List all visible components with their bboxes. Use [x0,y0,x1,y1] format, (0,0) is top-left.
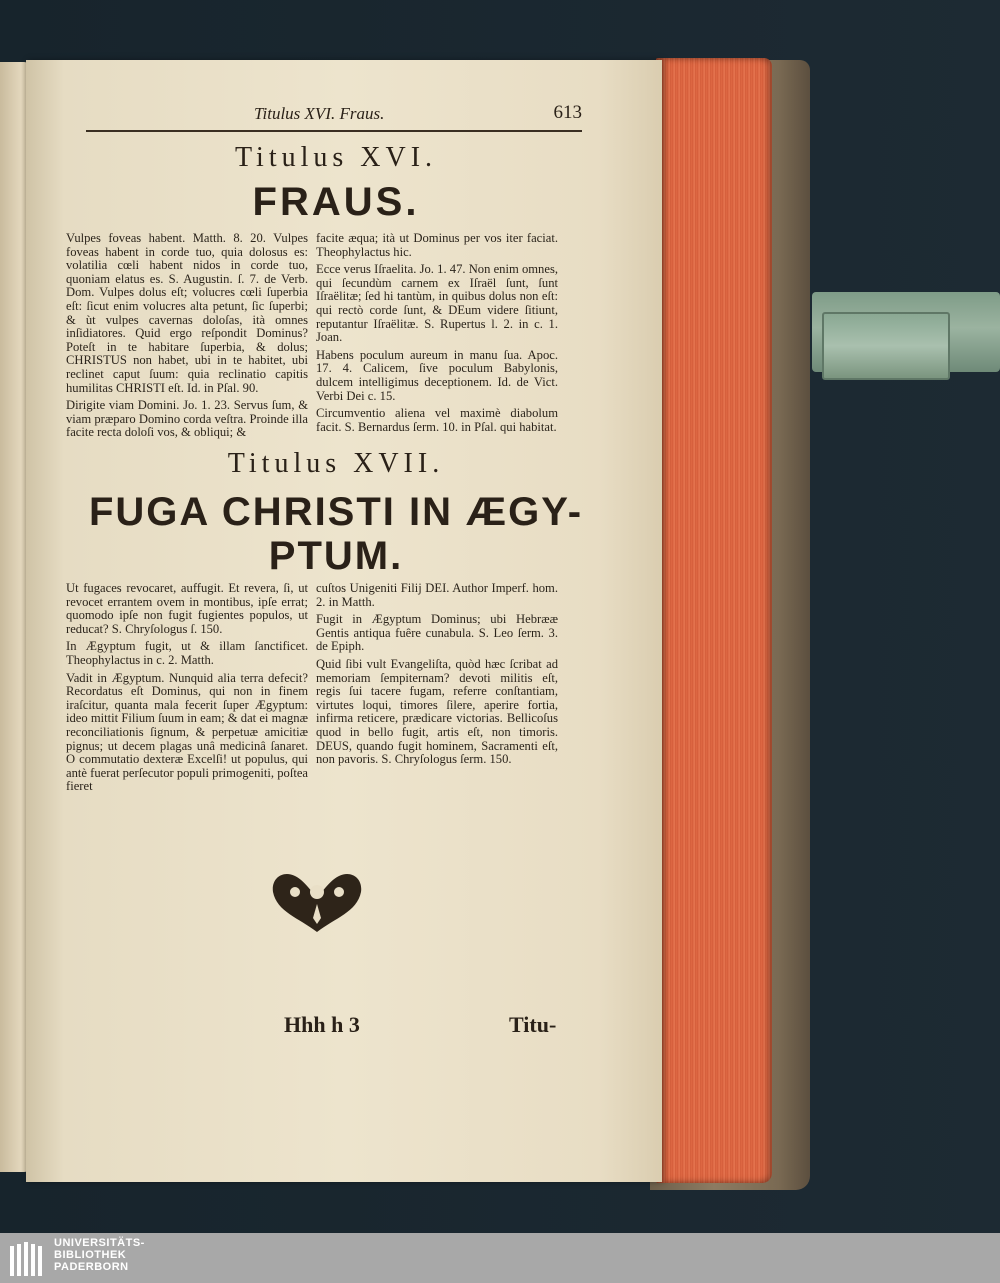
paragraph: Ecce verus Iſraelita. Jo. 1. 47. Non enim omnes, qui ſecundùm carnem ex Iſraël ſunt, ſunt Iſraëlitæ; ſed hi tantùm, in quibus dolus non eſt: qui rectò corde ſunt, & DEum videre ſitiunt, reputantur Iſraëlitæ. S. Rupertus l. 2. in c. 1. Joan. [316,262,558,345]
header-rule [86,130,582,132]
paragraph: Fugit in Ægyptum Dominus; ubi Hebrææ Gentis antiqua fuêre cunabula. S. Leo ſerm. 3. de Epiph. [316,612,558,654]
library-name-line-1: UNIVERSITÄTS- [54,1237,145,1249]
titulus-17-number: Titulus XVII. [227,448,445,479]
paragraph: Vadit in Ægyptum. Nunquid alia terra defecit? Recordatus eſt Dominus, qui non in finem iraſcitur, quanta mala fecerit ſuper Ægyptum: ideo mittit Filium ſuum in eam; & dat ei magnæ reconciliationis ſignum, & perpetuæ amicitiæ pignus; ut decem plagas unâ medicinâ ſanaret. O commutatio dexteræ Excelſi! ut populus, qui antè fuerat perſecutor populi primogeniti, poſtea fieret [66,670,308,794]
catchword: Titu- [509,1012,557,1037]
titulus-16-right-column [316,232,558,438]
paragraph: Circumventio aliena vel maximè diabolum facit. S. Bernardus ſerm. 10. in Pſal. qui habitat. [316,406,558,434]
paragraph: Vulpes foveas habent. Matth. 8. 20. Vulpes foveas habent in corde tuo, quia dolosus es: volatilia cœli habent nidos in corde tuo, quoniam elatus es. S. Augustin. ſ. 7. de Verb. Dom. Vulpes dolus eſt; volucres cœli ſuperbia eſt: ſicut enim volucres alta petunt, ſic ſuperbi; & ùt vulpes cavernas doloſas, ità omnes inſidiatores. Quid ergo reſpondit Dominus? Poteſt in te habitare ſuperbia, & dolus; CHRISTUS non habet, ubi in te habitet, ubi reclinet caput ſuum: quia reclinatio capitis humilitas CHRISTI eſt. Id. in Pſal. 90. [66,231,308,395]
paragraph: In Ægyptum fugit, ut & illam ſanctificet. Theophylactus in c. 2. Matth. [66,639,308,667]
titulus-17-title-line-1: FUGA CHRISTI IN ÆGY- [88,490,584,534]
printers-ornament-icon [269,868,365,934]
running-title: Titulus XVI. Fraus. [254,104,385,123]
book-page [26,60,662,1182]
library-logo-icon [8,1240,48,1278]
titulus-17-title [26,490,646,578]
running-header [86,104,582,130]
paragraph: Ut fugaces revocaret, auffugit. Et revera, ſi, ut revocet errantem ovem in montibus, ipſe errat; quomodo ipſe non fugit fugientes populos, ut reducat? S. Chryſologus ſ. 150. [66,581,308,636]
titulus-16-title: FRAUS. [252,180,420,224]
library-name-line-2: BIBLIOTHEK [54,1249,127,1261]
paragraph: Dirigite viam Domini. Jo. 1. 23. Servus ſum, & viam præparo Domino corda veſtra. Proinde illa facite recta doloſi vos, & obliqui; & [66,398,308,440]
clasp-plate [822,312,950,380]
paragraph: cuſtos Unigeniti Filij DEI. Author Imperf. hom. 2. in Matth. [316,581,558,609]
paragraph: facite æqua; ità ut Dominus per vos iter faciat. Theophylactus hic. [316,231,558,259]
library-banner [0,1233,1000,1283]
paragraph: Quid ſibi vult Evangeliſta, quòd hæc ſcribat ad memoriam ſempiternam? devoti militis eſt, regis ſui tacere fugam, referre conſtantiam, virtutes loqui, timores ſilere, aperire fortia, infirma reticere, prædicare victorias. Bellicoſus quod in bello fugit, artis eſt, non timoris. DEUS, quando fugit hominem, Sacramenti eſt, non pavoris. S. Chryſologus ſerm. 150. [316,656,558,767]
titulus-16-number: Titulus XVI. [234,142,438,173]
red-fore-edge [656,58,772,1183]
signature-mark: Hhh h 3 [284,1012,360,1037]
titulus-17-title-line-2: PTUM. [268,534,404,578]
titulus-17-right-column [316,582,558,771]
library-name-line-3: PADERBORN [54,1261,129,1273]
page-number: 613 [553,102,582,123]
titulus-17-left-column [66,582,308,798]
paragraph: Habens poculum aureum in manu ſua. Apoc. 17. 4. Calicem, ſive poculum Babylonis, dulcem intelligimus deceptionem. Id. de Vict. Verbi Dei c. 15. [316,347,558,403]
titulus-16-left-column [66,232,308,444]
library-name [54,1237,145,1273]
